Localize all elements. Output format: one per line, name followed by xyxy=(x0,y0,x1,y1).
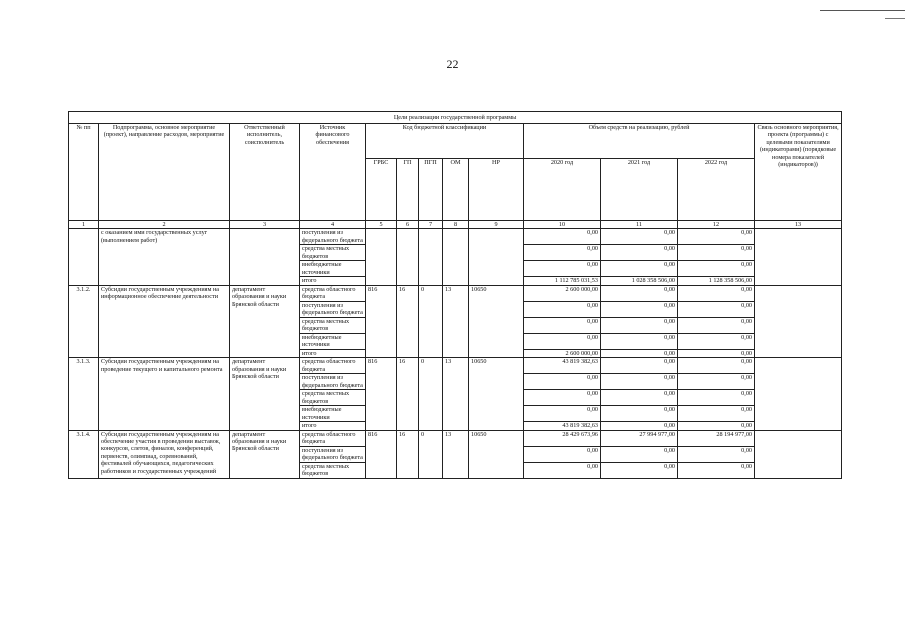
cell-2021: 0,00 xyxy=(601,422,678,430)
cell-2020: 0,00 xyxy=(524,261,601,277)
cell-2022: 0,00 xyxy=(678,462,755,478)
cell-source: средства местных бюджетов xyxy=(300,462,366,478)
cell-responsible: департамент образования и науки Брянской области xyxy=(230,358,300,430)
cell-2022: 0,00 xyxy=(678,261,755,277)
cell-2022: 0,00 xyxy=(678,390,755,406)
column-number: 7 xyxy=(419,221,443,229)
cell-2022: 0,00 xyxy=(678,317,755,333)
cell-pgp: 0 xyxy=(419,285,443,357)
cell-source: внебюджетные источники xyxy=(300,333,366,349)
cell-grbs xyxy=(366,229,397,285)
cell-nr: 10650 xyxy=(469,430,524,478)
cell-source: итого xyxy=(300,349,366,357)
cell-2022: 0,00 xyxy=(678,406,755,422)
program-table xyxy=(68,111,842,479)
cell-2022: 0,00 xyxy=(678,333,755,349)
cell-2021: 0,00 xyxy=(601,446,678,462)
cell-2020: 0,00 xyxy=(524,374,601,390)
cell-2022: 0,00 xyxy=(678,285,755,301)
cell-2020: 0,00 xyxy=(524,462,601,478)
header-2020: 2020 год xyxy=(524,159,601,221)
header-grbs: ГРБС xyxy=(366,159,397,221)
cell-grbs: 816 xyxy=(366,285,397,357)
column-number: 8 xyxy=(443,221,469,229)
cell-subprogram: Субсидии государственным учреждениям на проведение текущего и капитального ремонта xyxy=(99,358,230,430)
cell-2022: 0,00 xyxy=(678,229,755,245)
cell-2020: 0,00 xyxy=(524,333,601,349)
cell-2021: 0,00 xyxy=(601,390,678,406)
column-number-row xyxy=(69,221,842,229)
cell-2021: 27 994 977,00 xyxy=(601,430,678,446)
table-row xyxy=(69,430,842,446)
column-number: 9 xyxy=(469,221,524,229)
cell-2020: 43 819 382,63 xyxy=(524,422,601,430)
cell-2020: 1 112 785 031,53 xyxy=(524,277,601,285)
cell-2022: 0,00 xyxy=(678,301,755,317)
table-row xyxy=(69,358,842,374)
cell-source: поступления из федерального бюджета xyxy=(300,374,366,390)
cell-2022: 0,00 xyxy=(678,358,755,374)
cell-grbs: 816 xyxy=(366,358,397,430)
cell-2020: 28 429 673,96 xyxy=(524,430,601,446)
cell-2020: 2 600 000,00 xyxy=(524,285,601,301)
cell-2020: 0,00 xyxy=(524,317,601,333)
cell-link xyxy=(755,229,842,285)
cell-2021: 0,00 xyxy=(601,245,678,261)
cell-source: поступления из федерального бюджета xyxy=(300,229,366,245)
cell-2021: 0,00 xyxy=(601,406,678,422)
cell-pgp: 0 xyxy=(419,430,443,478)
cell-source: средства областного бюджета xyxy=(300,430,366,446)
cell-2021: 0,00 xyxy=(601,333,678,349)
cell-responsible xyxy=(230,229,300,285)
cell-2022: 0,00 xyxy=(678,422,755,430)
cell-gp: 16 xyxy=(397,430,419,478)
cell-pgp: 0 xyxy=(419,358,443,430)
cell-link xyxy=(755,430,842,478)
cell-source: средства местных бюджетов xyxy=(300,245,366,261)
header-nr: НР xyxy=(469,159,524,221)
cell-2022: 28 194 977,00 xyxy=(678,430,755,446)
cell-source: внебюджетные источники xyxy=(300,261,366,277)
header-gp: ГП xyxy=(397,159,419,221)
cell-2021: 0,00 xyxy=(601,317,678,333)
cell-subprogram: с оказанием ими государственных услуг (выполнением работ) xyxy=(99,229,230,285)
header-link: Связь основного мероприятия, проекта (программы) с целевыми показателями (индикаторами) (порядковые номера показателей (индикаторов)) xyxy=(755,124,842,221)
cell-source: средства областного бюджета xyxy=(300,358,366,374)
header-subprogram: Подпрограмма, основное мероприятие (проект), направление расходов, мероприятие xyxy=(99,124,230,221)
cell-2020: 0,00 xyxy=(524,446,601,462)
cell-2022: 0,00 xyxy=(678,374,755,390)
column-number: 12 xyxy=(678,221,755,229)
header-responsible: Ответственный исполнитель, соисполнитель xyxy=(230,124,300,221)
column-number: 5 xyxy=(366,221,397,229)
column-number: 13 xyxy=(755,221,842,229)
cell-nr xyxy=(469,229,524,285)
column-number: 4 xyxy=(300,221,366,229)
header-volume: Объем средств на реализацию, рублей xyxy=(524,124,755,159)
cell-subprogram: Субсидии государственным учреждениям на информационное обеспечение деятельности xyxy=(99,285,230,357)
column-number: 10 xyxy=(524,221,601,229)
cell-2022: 1 128 358 506,00 xyxy=(678,277,755,285)
cell-om: 13 xyxy=(443,430,469,478)
header-source: Источник финансового обеспечения xyxy=(300,124,366,221)
cell-nr: 10650 xyxy=(469,358,524,430)
cell-2020: 43 819 382,63 xyxy=(524,358,601,374)
table-row xyxy=(69,229,842,245)
cell-2020: 0,00 xyxy=(524,301,601,317)
cell-pgp xyxy=(419,229,443,285)
cell-2021: 0,00 xyxy=(601,374,678,390)
cell-om: 13 xyxy=(443,285,469,357)
cell-num xyxy=(69,229,99,285)
cell-2020: 0,00 xyxy=(524,406,601,422)
table-row xyxy=(69,285,842,301)
cell-om: 13 xyxy=(443,358,469,430)
cell-nr: 10650 xyxy=(469,285,524,357)
cell-grbs: 816 xyxy=(366,430,397,478)
cell-subprogram: Субсидии государственным учреждениям на обеспечение участия в проведении выставок, конкурсов, слетов, финалов, конференций, первенств, олимпиад, соревнований, фестивалей обучающихся, педагогических работников и государственных учреждений xyxy=(99,430,230,478)
cell-responsible: департамент образования и науки Брянской области xyxy=(230,285,300,357)
cell-2020: 0,00 xyxy=(524,390,601,406)
column-number: 6 xyxy=(397,221,419,229)
cell-2022: 0,00 xyxy=(678,446,755,462)
cell-num: 3.1.4. xyxy=(69,430,99,478)
cell-source: итого xyxy=(300,277,366,285)
cell-link xyxy=(755,285,842,357)
header-om: ОМ xyxy=(443,159,469,221)
column-number: 11 xyxy=(601,221,678,229)
cell-gp xyxy=(397,229,419,285)
cell-2021: 0,00 xyxy=(601,358,678,374)
cell-gp: 16 xyxy=(397,285,419,357)
column-number: 2 xyxy=(99,221,230,229)
cell-2022: 0,00 xyxy=(678,349,755,357)
cell-num: 3.1.2. xyxy=(69,285,99,357)
cell-gp: 16 xyxy=(397,358,419,430)
scan-edge-line xyxy=(820,10,905,11)
header-num: № пп xyxy=(69,124,99,221)
cell-2021: 0,00 xyxy=(601,229,678,245)
cell-source: итого xyxy=(300,422,366,430)
cell-source: внебюджетные источники xyxy=(300,406,366,422)
header-budget-code: Код бюджетной классификации xyxy=(366,124,524,159)
header-2021: 2021 год xyxy=(601,159,678,221)
cell-source: поступления из федерального бюджета xyxy=(300,446,366,462)
cell-2022: 0,00 xyxy=(678,245,755,261)
header-2022: 2022 год xyxy=(678,159,755,221)
cell-source: поступления из федерального бюджета xyxy=(300,301,366,317)
cell-2020: 0,00 xyxy=(524,245,601,261)
header-pgp: ПГП xyxy=(419,159,443,221)
cell-responsible: департамент образования и науки Брянской области xyxy=(230,430,300,478)
cell-source: средства местных бюджетов xyxy=(300,317,366,333)
page-number: 22 xyxy=(446,57,459,71)
cell-2021: 0,00 xyxy=(601,261,678,277)
cell-source: средства местных бюджетов xyxy=(300,390,366,406)
cell-2021: 0,00 xyxy=(601,462,678,478)
cell-2020: 2 600 000,00 xyxy=(524,349,601,357)
cell-source: средства областного бюджета xyxy=(300,285,366,301)
cell-om xyxy=(443,229,469,285)
cell-2021: 0,00 xyxy=(601,285,678,301)
cell-2021: 1 028 358 506,00 xyxy=(601,277,678,285)
cell-2021: 0,00 xyxy=(601,301,678,317)
cell-2021: 0,00 xyxy=(601,349,678,357)
scan-edge-line xyxy=(885,18,905,19)
column-number: 3 xyxy=(230,221,300,229)
column-number: 1 xyxy=(69,221,99,229)
cell-num: 3.1.3. xyxy=(69,358,99,430)
cell-2020: 0,00 xyxy=(524,229,601,245)
table-title: Цели реализации государственной программы xyxy=(69,112,842,124)
cell-link xyxy=(755,358,842,430)
